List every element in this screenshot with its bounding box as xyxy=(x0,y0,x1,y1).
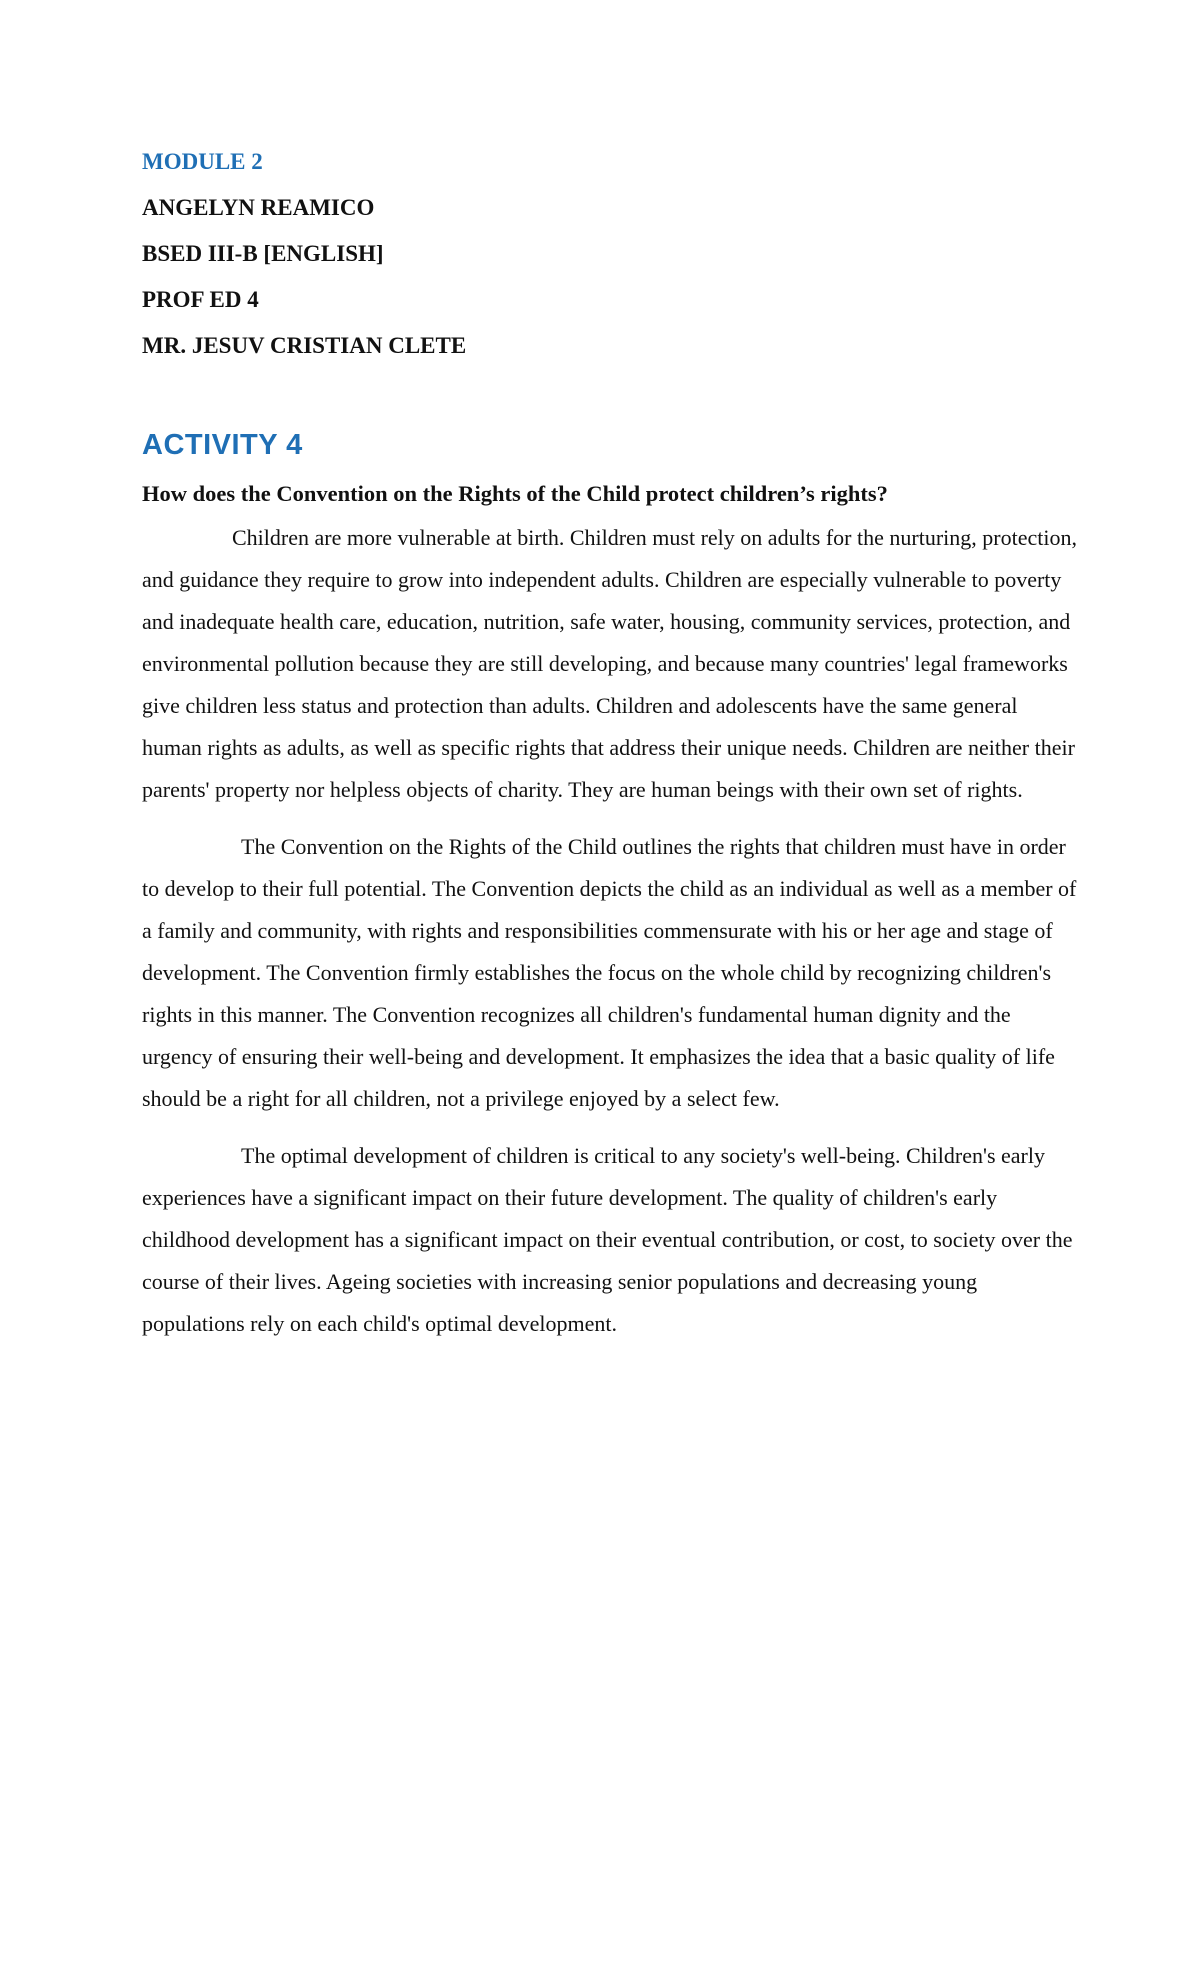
answer-paragraph-1: Children are more vulnerable at birth. Children must rely on adults for the nurturing, protection, and guidance they require to grow into independent adults. Children are especially vulnerable to poverty and inadequate health care, education, nutrition, safe water, housing, community services, protection, and environmental pollution because they are still developing, and because many countries' legal frameworks give children less status and protection than adults. Children and adolescents have the same general human rights as adults, as well as specific rights that address their unique needs. Children are neither their parents' property nor helpless objects of charity. They are human beings with their own set of rights. xyxy=(142,525,1077,802)
activity-title: ACTIVITY 4 xyxy=(142,429,303,461)
course-section: BSED III-B [ENGLISH] xyxy=(142,241,384,266)
activity-question: How does the Convention on the Rights of the Child protect children’s rights? xyxy=(142,481,888,506)
answer-paragraph-2: The Convention on the Rights of the Child outlines the rights that children must have in order to develop to their full potential. The Convention depicts the child as an individual as well as a member of a family and community, with rights and responsibilities commensurate with his or her age and stage of development. The Convention firmly establishes the focus on the whole child by recognizing children's rights in this manner. The Convention recognizes all children's fundamental human dignity and the urgency of ensuring their well-being and development. It emphasizes the idea that a basic quality of life should be a right for all children, not a privilege enjoyed by a select few. xyxy=(142,834,1077,1111)
document-body xyxy=(142,139,1082,1345)
subject-code: PROF ED 4 xyxy=(142,287,259,312)
instructor-name: MR. JESUV CRISTIAN CLETE xyxy=(142,333,467,358)
student-name: ANGELYN REAMICO xyxy=(142,195,375,220)
answer-paragraph-3: The optimal development of children is critical to any society's well-being. Children's early experiences have a significant impact on their future development. The quality of children's early childhood development has a significant impact on their eventual contribution, or cost, to society over the course of their lives. Ageing societies with increasing senior populations and decreasing young populations rely on each child's optimal development. xyxy=(142,1143,1073,1336)
module-label: MODULE 2 xyxy=(142,149,263,174)
